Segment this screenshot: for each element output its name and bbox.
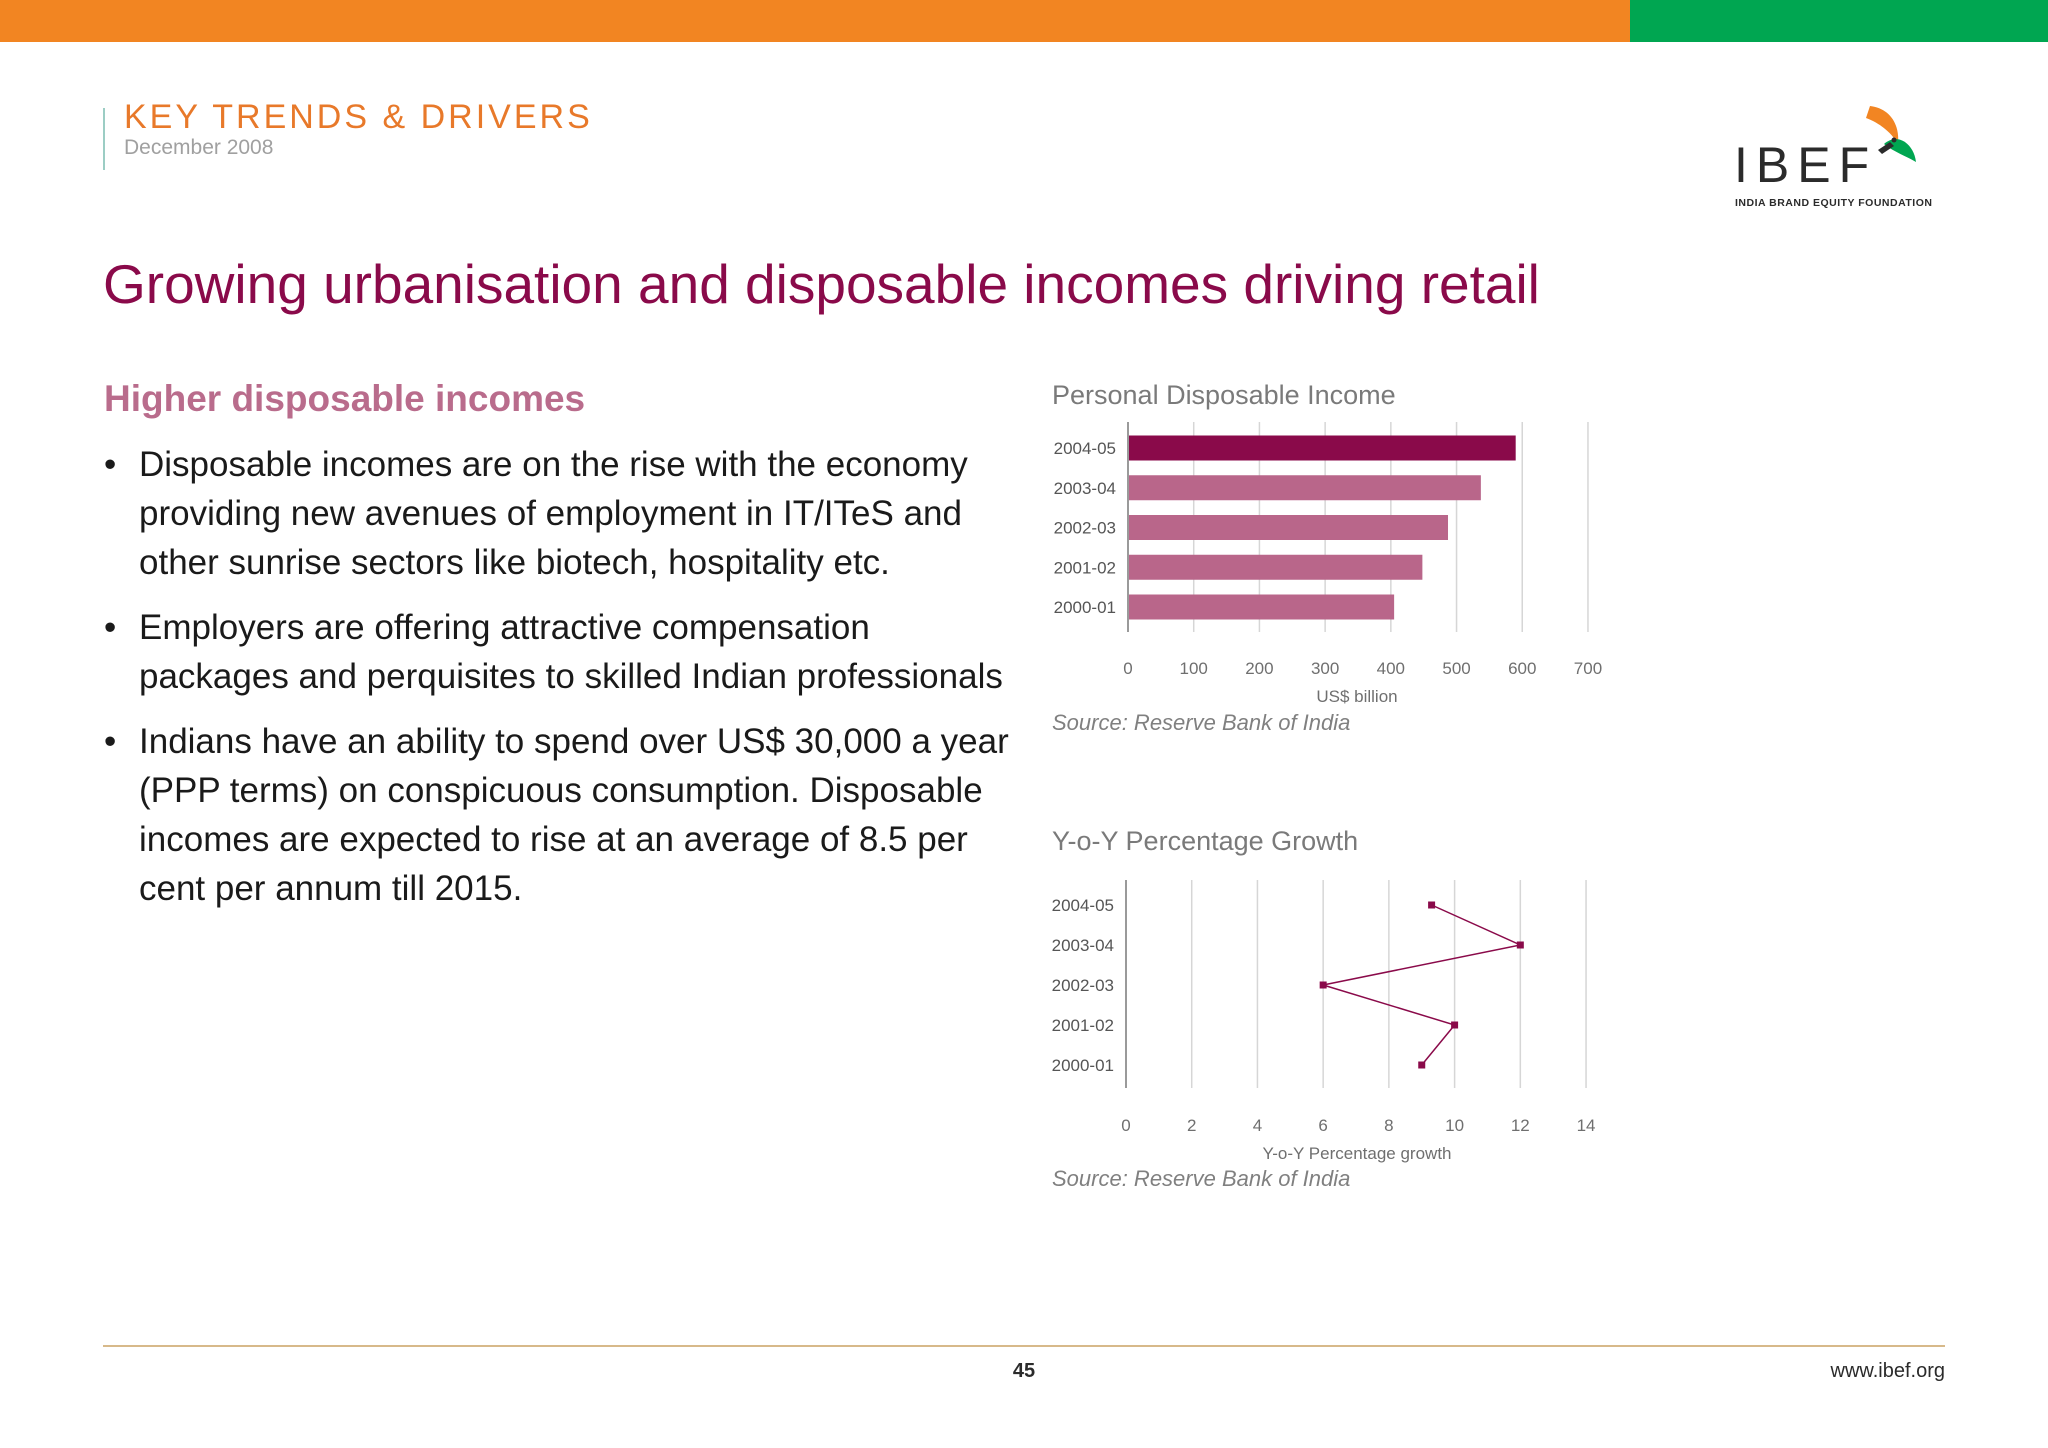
x-tick-label: 8: [1384, 1116, 1394, 1135]
x-tick-label: 12: [1510, 1116, 1530, 1135]
subheading: Higher disposable incomes: [104, 378, 586, 419]
y-category-label: 2002-03: [1053, 518, 1116, 538]
x-tick-label: 6: [1318, 1116, 1328, 1135]
bar: [1129, 475, 1481, 500]
y-category-label: 2004-05: [1051, 896, 1114, 915]
growth-chart-source: Source: Reserve Bank of India: [1052, 1166, 1351, 1191]
section-title: KEY TRENDS & DRIVERS: [124, 98, 593, 136]
x-tick-label: 0: [1121, 1116, 1131, 1135]
y-category-label: 2003-04: [1051, 936, 1114, 955]
y-category-label: 2000-01: [1051, 1056, 1114, 1075]
income-chart-title: Personal Disposable Income: [1052, 380, 1396, 410]
x-tick-label: 600: [1508, 659, 1537, 678]
y-category-label: 2002-03: [1051, 976, 1114, 995]
y-category-label: 2000-01: [1053, 598, 1116, 617]
section-date: December 2008: [124, 136, 274, 159]
x-tick-label: 500: [1442, 659, 1471, 678]
y-category-label: 2001-02: [1053, 558, 1116, 578]
x-tick-label: 4: [1252, 1116, 1263, 1135]
page-title: Growing urbanisation and disposable incomes driving retail: [103, 253, 1540, 315]
logo-subtitle: INDIA BRAND EQUITY FOUNDATION: [1735, 197, 1933, 209]
bullet-item: • Employers are offering attractive compensation packages and perquisites to skilled Indian professionals: [104, 603, 1024, 701]
x-tick-label: 10: [1445, 1116, 1465, 1135]
footer-url: www.ibef.org: [1830, 1360, 1945, 1382]
logo-wordmark: IBEF: [1734, 137, 1878, 193]
bullet-item: • Indians have an ability to spend over US$ 30,000 a year (PPP terms) on conspicuous consumption. Disposable incomes are expected to rise at an average of 8.5 per cent per annum till 2015.: [104, 717, 1024, 913]
x-axis-label: Y-o-Y Percentage growth: [1262, 1144, 1452, 1163]
bar: [1129, 595, 1394, 620]
y-category-label: 2001-02: [1051, 1016, 1114, 1035]
bar: [1129, 555, 1422, 580]
x-axis-label: US$ billion: [1316, 687, 1398, 706]
x-tick-label: 0: [1123, 659, 1133, 678]
x-tick-label: 100: [1179, 659, 1208, 678]
x-tick-label: 700: [1573, 659, 1603, 678]
page-number: 45: [1012, 1360, 1036, 1382]
x-tick-label: 400: [1376, 659, 1406, 678]
x-tick-label: 300: [1310, 659, 1340, 678]
x-tick-label: 200: [1245, 659, 1274, 678]
bullet-item: • Disposable incomes are on the rise with the economy providing new avenues of employment in IT/ITeS and other sunrise sectors like biotech, hospitality etc.: [104, 440, 1024, 587]
y-category-label: 2004-05: [1053, 439, 1116, 458]
footer-divider: [103, 1345, 1945, 1347]
x-tick-label: 2: [1186, 1116, 1197, 1135]
bar: [1129, 515, 1448, 540]
growth-chart-title: Y-o-Y Percentage Growth: [1052, 826, 1359, 856]
x-tick-label: 14: [1576, 1116, 1596, 1135]
bar: [1129, 436, 1516, 461]
income-chart-source: Source: Reserve Bank of India: [1052, 710, 1351, 735]
y-category-label: 2003-04: [1053, 478, 1116, 498]
